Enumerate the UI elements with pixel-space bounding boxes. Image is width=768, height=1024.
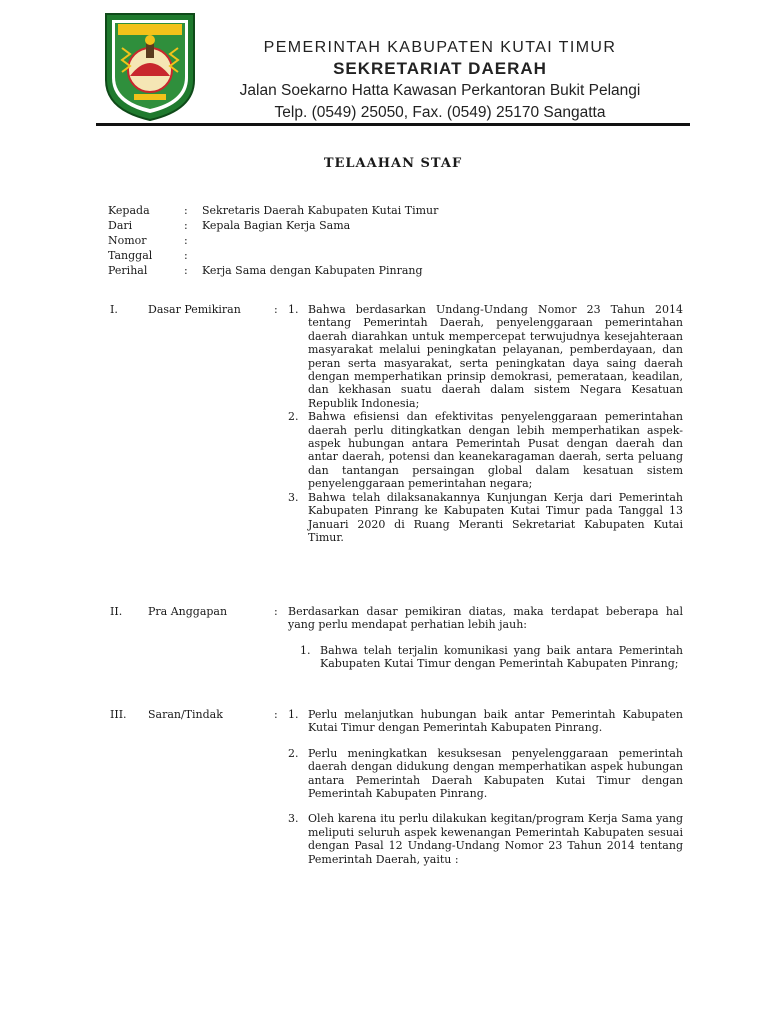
address-value: Sekretaris Daerah Kabupaten Kutai Timur [202, 204, 439, 217]
section-body [288, 708, 683, 866]
section-number: III. [110, 708, 127, 721]
item-number: 1. [300, 643, 311, 657]
address-label: Kepada [108, 204, 150, 217]
list-item [288, 708, 683, 735]
section-colon: : [274, 303, 278, 316]
address-row-tanggal [108, 248, 438, 263]
item-text: Oleh karena itu perlu dilakukan kegitan/program Kerja Sama yang meliputi seluruh aspek kewenangan Pemerintah Kabupaten sesuai dengan Pasal 12 Undang-Undang Nomor 23 Tahun 2014 tentang Pemerintah Daerah, yaitu : [308, 812, 683, 866]
address-value: Kerja Sama dengan Kabupaten Pinrang [202, 264, 423, 277]
section-heading: Dasar Pemikiran [148, 303, 241, 316]
item-number: 1. [288, 708, 299, 721]
kutai-timur-emblem-logo [100, 10, 200, 122]
section-colon: : [274, 605, 278, 618]
address-label: Nomor [108, 234, 147, 247]
section-body [288, 303, 683, 544]
address-colon: : [184, 234, 188, 247]
item-number: 2. [288, 410, 299, 424]
list-item [288, 747, 683, 801]
item-number: 2. [288, 746, 299, 760]
section-heading: Saran/Tindak [148, 708, 223, 721]
list-item [288, 812, 683, 866]
section-colon: : [274, 708, 278, 721]
item-number: 1. [288, 303, 299, 316]
item-text: Bahwa berdasarkan Undang-Undang Nomor 23 Tahun 2014 tentang Pemerintah Daerah, penyelenggaraan pemerintahan daerah diarahkan untuk mempercepat terwujudnya kesejahteraan masyarakat melalui peningkatan pelayanan, pemberdayaan, dan peran serta masyarakat, serta peningkatan daya saing daerah dengan memperhatikan prinsip demokrasi, pemerataan, keadilan, dan kekhasan suatu daerah dalam sistem Negara Kesatuan Republik Indonesia; [308, 303, 683, 410]
address-label: Perihal [108, 264, 148, 277]
address-label: Dari [108, 219, 133, 232]
address-row-dari [108, 218, 438, 233]
section-number: II. [110, 605, 123, 618]
item-text: Bahwa telah dilaksanakannya Kunjungan Kerja dari Pemerintah Kabupaten Pinrang ke Kabupaten Kutai Timur pada Tanggal 13 Januari 2020 di Ruang Meranti Sekretariat Kabupaten Kutai Timur. [308, 490, 683, 544]
address-row-kepada [108, 203, 438, 218]
letterhead-office: SEKRETARIAT DAERAH [333, 59, 547, 78]
letterhead-address: Jalan Soekarno Hatta Kawasan Perkantoran Bukit Pelangi [239, 82, 641, 99]
section-number: I. [110, 303, 118, 316]
item-text: Perlu melanjutkan hubungan baik antar Pemerintah Kabupaten Kutai Timur dengan Pemerintah Kabupaten Pinrang. [308, 708, 683, 735]
item-text: Perlu meningkatkan kesuksesan penyelenggaraan pemerintah daerah dengan didukung dengan memperhatikan aspek hubungan antara Pemerintah Daerah Kabupaten Kutai Timur dengan Pemerintah Kabupaten Pinrang. [308, 746, 683, 801]
address-colon: : [184, 219, 188, 232]
address-colon: : [184, 264, 188, 277]
address-row-nomor [108, 233, 438, 248]
letterhead [205, 38, 675, 124]
address-row-perihal [108, 263, 438, 278]
address-colon: : [184, 249, 188, 262]
address-value: Kepala Bagian Kerja Sama [202, 219, 351, 232]
letterhead-government: PEMERINTAH KABUPATEN KUTAI TIMUR [263, 39, 617, 56]
list-item [288, 303, 683, 410]
section-body [288, 605, 683, 671]
item-number: 3. [288, 490, 299, 504]
item-number: 3. [288, 812, 299, 826]
item-text: Bahwa efisiensi dan efektivitas penyelenggaraan pemerintahan daerah perlu ditingkatkan dengan lebih memperhatikan aspek-aspek hubungan antara Pemerintah Pusat dengan daerah dan antar daerah, potensi dan keanekaragaman daerah, serta peluang dan tantangan persaingan global dalam kesatuan sistem penyelenggaraan pemerintahan negara; [308, 410, 683, 491]
section-intro: Berdasarkan dasar pemikiran diatas, maka terdapat beberapa hal yang perlu mendapat perhatian lebih jauh: [288, 605, 683, 632]
list-item [288, 491, 683, 545]
list-item [288, 410, 683, 490]
section-heading: Pra Anggapan [148, 605, 228, 618]
address-colon: : [184, 204, 188, 217]
document-title: TELAAHAN STAF [323, 156, 463, 171]
list-item [300, 644, 683, 671]
letterhead-divider [96, 123, 690, 126]
item-text: Bahwa telah terjalin komunikasi yang baik antara Pemerintah Kabupaten Kutai Timur dengan Pemerintah Kabupaten Pinrang; [320, 643, 683, 671]
address-block [108, 203, 438, 278]
letterhead-contact: Telp. (0549) 25050, Fax. (0549) 25170 Sangatta [274, 104, 606, 121]
address-label: Tanggal [108, 249, 153, 262]
